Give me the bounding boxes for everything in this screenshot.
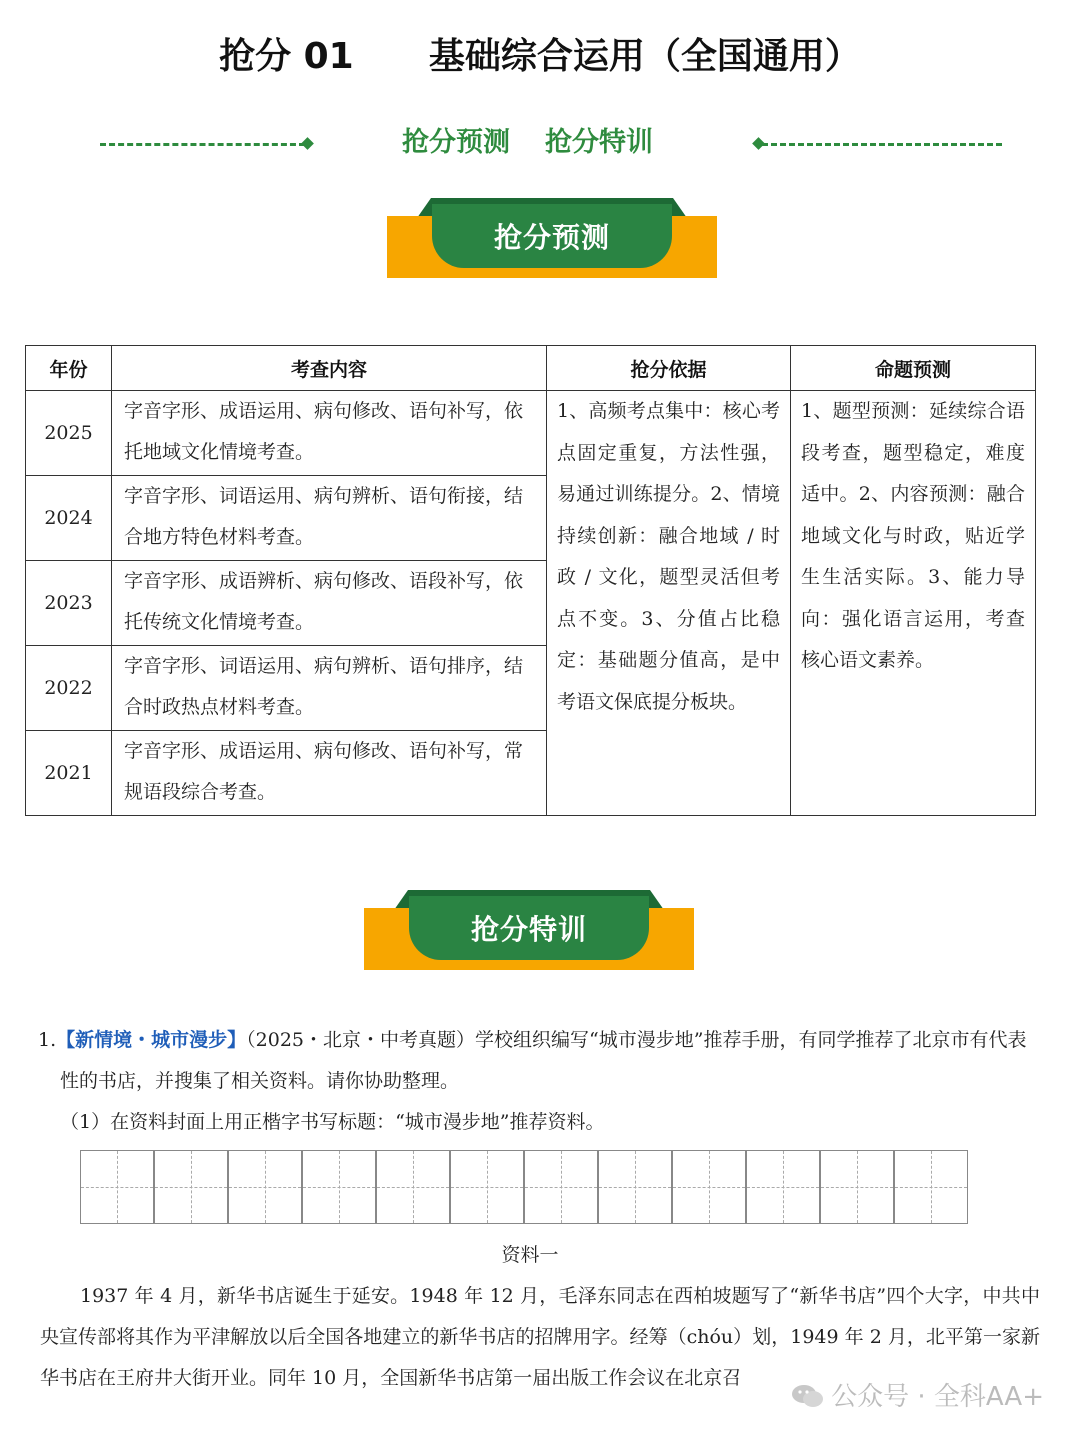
writing-cell[interactable] <box>154 1150 228 1224</box>
writing-cell[interactable] <box>894 1150 968 1224</box>
prediction-table <box>25 345 1036 816</box>
material-title: 资料一 <box>501 1244 559 1266</box>
question-intro: （2025・北京・中考真题）学校组织编写“城市漫步地”推荐手册，有同学推荐了北京市有代表性的书店，并搜集了相关资料。请你协助整理。 <box>60 1029 1027 1092</box>
nav-link-train[interactable]: 抢分特训 <box>545 127 653 158</box>
section-banner-train <box>364 890 694 970</box>
writing-cell[interactable] <box>302 1150 376 1224</box>
content-cell: 字音字形、成语运用、病句修改、语句补写，依托地域文化情境考查。 <box>112 391 547 476</box>
table-header-cell: 年份 <box>26 346 112 391</box>
writing-cell[interactable] <box>228 1150 302 1224</box>
watermark-text: 公众号 · 全科AA+ <box>831 1382 1044 1412</box>
writing-cell[interactable] <box>746 1150 820 1224</box>
content-cell: 字音字形、词语运用、病句辨析、语句衔接，结合地方特色材料考查。 <box>112 476 547 561</box>
writing-cell[interactable] <box>80 1150 154 1224</box>
nav-divider-right <box>762 143 1002 146</box>
prediction-cell: 1、题型预测：延续综合语段考查，题型稳定，难度适中。2、内容预测：融合地域文化与时政，贴近学生生活实际。3、能力导向：强化语言运用，考查核心语文素养。 <box>791 391 1036 816</box>
table-row <box>26 391 1036 476</box>
content-cell: 字音字形、成语辨析、病句修改、语段补写，依托传统文化情境考查。 <box>112 561 547 646</box>
section-banner-predict <box>387 198 717 278</box>
question-tag: 【新情境・城市漫步】 <box>56 1029 247 1051</box>
section-banner-label: 抢分预测 <box>432 204 672 268</box>
year-cell: 2021 <box>26 731 112 816</box>
material-passage: 1937 年 4 月，新华书店诞生于延安。1948 年 12 月，毛泽东同志在西柏坡题写了“新华书店”四个大字，中共中央宣传部将其作为平津解放以后全国各地建立的新华书店的招牌用字。经筹（chóu）划，1949 年 2 月，北平第一家新华书店在王府井大街开业。同年 10 月，全国新华书店第一届出版工作会议在北京召 <box>40 1285 1040 1389</box>
year-cell: 2024 <box>26 476 112 561</box>
table-header-cell: 考查内容 <box>112 346 547 391</box>
content-cell: 字音字形、成语运用、病句修改、语句补写，常规语段综合考查。 <box>112 731 547 816</box>
writing-cell[interactable] <box>376 1150 450 1224</box>
watermark <box>791 1376 1044 1413</box>
writing-cell[interactable] <box>524 1150 598 1224</box>
table-header-cell: 抢分依据 <box>547 346 791 391</box>
writing-cell[interactable] <box>820 1150 894 1224</box>
wechat-icon <box>791 1383 825 1409</box>
question-number: 1. <box>38 1029 57 1051</box>
diamond-icon <box>301 137 314 150</box>
year-cell: 2022 <box>26 646 112 731</box>
table-header-row <box>26 346 1036 391</box>
year-cell: 2023 <box>26 561 112 646</box>
writing-cell[interactable] <box>598 1150 672 1224</box>
nav-link-predict[interactable]: 抢分预测 <box>402 127 510 158</box>
page-title: 抢分 01 基础综合运用（全国通用） <box>219 36 861 77</box>
year-cell: 2025 <box>26 391 112 476</box>
nav-divider-left <box>100 143 305 146</box>
table-header-cell: 命题预测 <box>791 346 1036 391</box>
basis-cell: 1、高频考点集中：核心考点固定重复，方法性强，易通过训练提分。2、情境持续创新：融合地域 / 时政 / 文化，题型灵活但考点不变。3、分值占比稳定：基础题分值高，是中考语文保底提分板块。 <box>547 391 791 816</box>
question-sub1: （1）在资料封面上用正楷字书写标题：“城市漫步地”推荐资料。 <box>60 1111 605 1133</box>
question-1 <box>38 1020 1038 1143</box>
writing-cell[interactable] <box>450 1150 524 1224</box>
writing-grid[interactable] <box>80 1150 980 1226</box>
content-cell: 字音字形、词语运用、病句辨析、语句排序，结合时政热点材料考查。 <box>112 646 547 731</box>
section-banner-label: 抢分特训 <box>409 896 649 960</box>
writing-cell[interactable] <box>672 1150 746 1224</box>
